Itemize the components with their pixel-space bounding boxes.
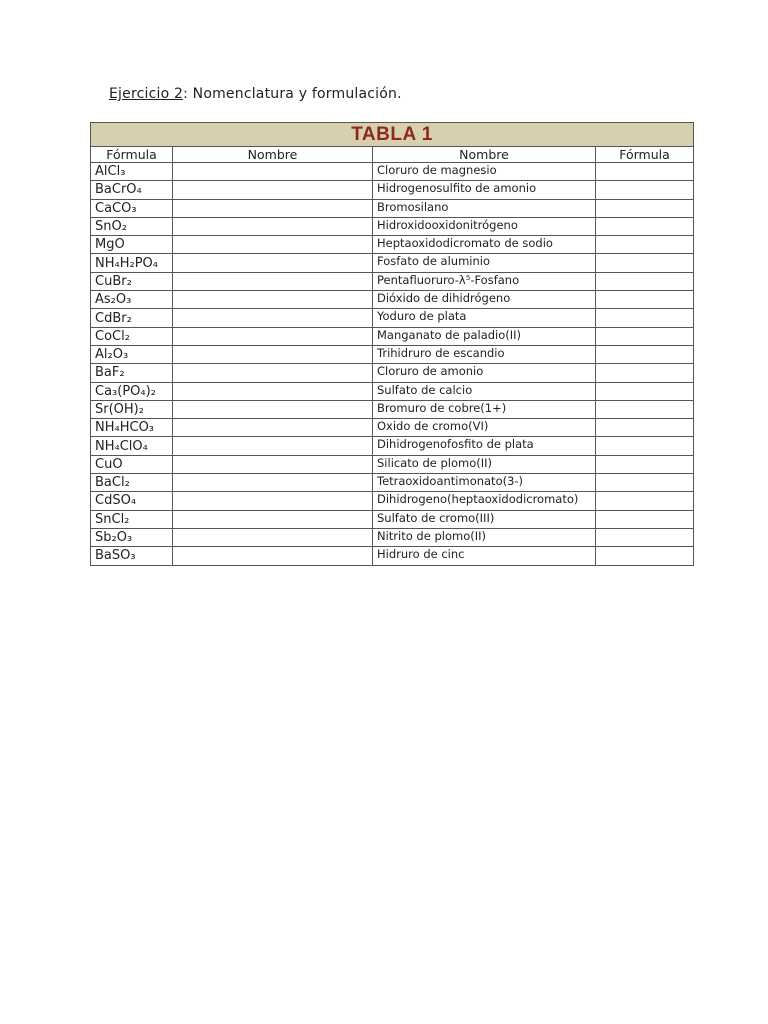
exercise-title: : Nomenclatura y formulación.	[183, 86, 402, 102]
formula-cell: BaCrO₄	[91, 181, 173, 199]
table-banner	[91, 123, 694, 147]
formula-cell: CuBr₂	[91, 272, 173, 290]
formula-answer-cell[interactable]	[596, 382, 694, 400]
formula-answer-cell[interactable]	[596, 254, 694, 272]
formula-answer-cell[interactable]	[596, 291, 694, 309]
name-answer-cell[interactable]	[173, 327, 373, 345]
table-row	[91, 272, 694, 290]
name-cell: Fosfato de aluminio	[373, 254, 596, 272]
table-row	[91, 455, 694, 473]
table-row	[91, 510, 694, 528]
name-answer-cell[interactable]	[173, 291, 373, 309]
formula-cell: CaCO₃	[91, 199, 173, 217]
name-answer-cell[interactable]	[173, 510, 373, 528]
name-cell: Tetraoxidoantimonato(3-)	[373, 474, 596, 492]
name-answer-cell[interactable]	[173, 181, 373, 199]
table-row	[91, 291, 694, 309]
name-cell: Trihidruro de escandio	[373, 345, 596, 363]
formula-cell: NH₄H₂PO₄	[91, 254, 173, 272]
table-row	[91, 163, 694, 181]
formula-answer-cell[interactable]	[596, 236, 694, 254]
formula-answer-cell[interactable]	[596, 419, 694, 437]
table-row	[91, 528, 694, 546]
formula-answer-cell[interactable]	[596, 217, 694, 235]
name-cell: Pentafluoruro-λ⁵-Fosfano	[373, 272, 596, 290]
name-cell: Dióxido de dihidrógeno	[373, 291, 596, 309]
column-header-formula: Fórmula	[91, 147, 173, 163]
formula-cell: Sr(OH)₂	[91, 400, 173, 418]
table-row	[91, 327, 694, 345]
nomenclature-table	[90, 122, 694, 566]
table-row	[91, 181, 694, 199]
name-answer-cell[interactable]	[173, 474, 373, 492]
table-title: TABLA 1	[91, 123, 694, 147]
table-row	[91, 419, 694, 437]
formula-cell: Sb₂O₃	[91, 528, 173, 546]
formula-cell: BaCl₂	[91, 474, 173, 492]
formula-answer-cell[interactable]	[596, 492, 694, 510]
formula-answer-cell[interactable]	[596, 437, 694, 455]
table-header-row	[91, 147, 694, 163]
name-answer-cell[interactable]	[173, 547, 373, 565]
formula-answer-cell[interactable]	[596, 181, 694, 199]
formula-cell: SnCl₂	[91, 510, 173, 528]
table-row	[91, 345, 694, 363]
table-row	[91, 364, 694, 382]
name-cell: Nitrito de plomo(II)	[373, 528, 596, 546]
column-header-formula-2: Fórmula	[596, 147, 694, 163]
table-row	[91, 254, 694, 272]
name-cell: Bromosilano	[373, 199, 596, 217]
formula-cell: CoCl₂	[91, 327, 173, 345]
formula-answer-cell[interactable]	[596, 510, 694, 528]
exercise-heading	[109, 86, 402, 102]
name-cell: Cloruro de amonio	[373, 364, 596, 382]
table-row	[91, 437, 694, 455]
name-cell: Hidroxidooxidonitrógeno	[373, 217, 596, 235]
formula-answer-cell[interactable]	[596, 528, 694, 546]
formula-cell: NH₄HCO₃	[91, 419, 173, 437]
name-answer-cell[interactable]	[173, 419, 373, 437]
formula-answer-cell[interactable]	[596, 345, 694, 363]
table-row	[91, 236, 694, 254]
formula-cell: MgO	[91, 236, 173, 254]
formula-cell: CdSO₄	[91, 492, 173, 510]
name-answer-cell[interactable]	[173, 217, 373, 235]
name-answer-cell[interactable]	[173, 528, 373, 546]
column-header-name-2: Nombre	[373, 147, 596, 163]
name-answer-cell[interactable]	[173, 309, 373, 327]
name-cell: Sulfato de calcio	[373, 382, 596, 400]
name-cell: Bromuro de cobre(1+)	[373, 400, 596, 418]
formula-cell: SnO₂	[91, 217, 173, 235]
name-answer-cell[interactable]	[173, 199, 373, 217]
formula-cell: AlCl₃	[91, 163, 173, 181]
formula-answer-cell[interactable]	[596, 455, 694, 473]
name-cell: Sulfato de cromo(III)	[373, 510, 596, 528]
table-row	[91, 400, 694, 418]
formula-answer-cell[interactable]	[596, 163, 694, 181]
formula-cell: BaSO₃	[91, 547, 173, 565]
name-cell: Cloruro de magnesio	[373, 163, 596, 181]
name-cell: Manganato de paladio(II)	[373, 327, 596, 345]
formula-cell: NH₄ClO₄	[91, 437, 173, 455]
table-row	[91, 309, 694, 327]
table-row	[91, 474, 694, 492]
name-cell: Silicato de plomo(II)	[373, 455, 596, 473]
name-answer-cell[interactable]	[173, 236, 373, 254]
name-answer-cell[interactable]	[173, 455, 373, 473]
name-cell: Dihidrogenofosfito de plata	[373, 437, 596, 455]
formula-answer-cell[interactable]	[596, 272, 694, 290]
name-cell: Hidrogenosulfito de amonio	[373, 181, 596, 199]
name-cell: Oxido de cromo(VI)	[373, 419, 596, 437]
formula-answer-cell[interactable]	[596, 474, 694, 492]
table-row	[91, 547, 694, 565]
formula-answer-cell[interactable]	[596, 327, 694, 345]
name-answer-cell[interactable]	[173, 382, 373, 400]
formula-answer-cell[interactable]	[596, 364, 694, 382]
table-row	[91, 217, 694, 235]
formula-answer-cell[interactable]	[596, 309, 694, 327]
name-answer-cell[interactable]	[173, 272, 373, 290]
name-answer-cell[interactable]	[173, 437, 373, 455]
name-cell: Dihidrogeno(heptaoxidodicromato)	[373, 492, 596, 510]
name-answer-cell[interactable]	[173, 400, 373, 418]
name-cell: Hidruro de cinc	[373, 547, 596, 565]
formula-answer-cell[interactable]	[596, 547, 694, 565]
name-cell: Heptaoxidodicromato de sodio	[373, 236, 596, 254]
formula-cell: As₂O₃	[91, 291, 173, 309]
table-row	[91, 492, 694, 510]
formula-cell: CuO	[91, 455, 173, 473]
name-answer-cell[interactable]	[173, 364, 373, 382]
table-row	[91, 199, 694, 217]
column-header-name: Nombre	[173, 147, 373, 163]
formula-cell: CdBr₂	[91, 309, 173, 327]
name-answer-cell[interactable]	[173, 492, 373, 510]
table-row	[91, 382, 694, 400]
name-answer-cell[interactable]	[173, 163, 373, 181]
formula-answer-cell[interactable]	[596, 199, 694, 217]
formula-cell: Ca₃(PO₄)₂	[91, 382, 173, 400]
formula-answer-cell[interactable]	[596, 400, 694, 418]
name-cell: Yoduro de plata	[373, 309, 596, 327]
formula-cell: Al₂O₃	[91, 345, 173, 363]
name-answer-cell[interactable]	[173, 345, 373, 363]
name-answer-cell[interactable]	[173, 254, 373, 272]
exercise-label: Ejercicio 2	[109, 86, 184, 102]
formula-cell: BaF₂	[91, 364, 173, 382]
